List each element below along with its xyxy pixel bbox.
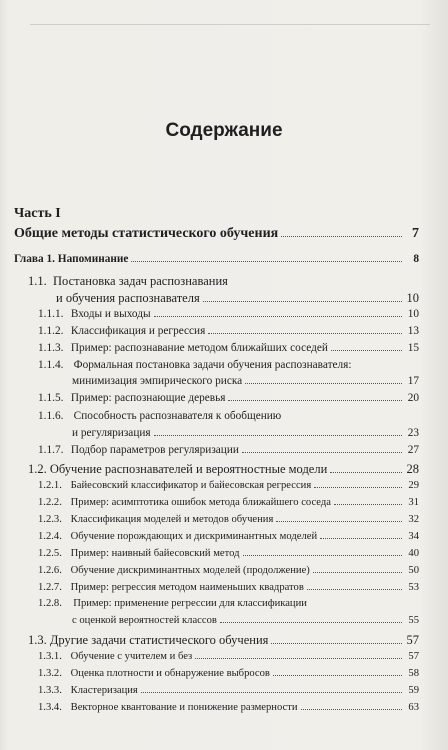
bleed-through-text xyxy=(258,80,438,122)
toc-subsection-row[interactable] xyxy=(38,410,281,422)
leader-dots xyxy=(208,333,402,334)
section-number: 1.2. xyxy=(28,462,47,476)
subsection-number: 1.1.6. xyxy=(38,410,64,422)
subsection-number: 1.1.4. xyxy=(38,359,64,371)
page-number: 15 xyxy=(407,342,419,354)
leader-dots xyxy=(228,400,402,401)
leader-dots xyxy=(276,521,402,522)
leader-dots xyxy=(203,301,402,302)
page-number: 23 xyxy=(407,427,419,439)
subsection-number: 1.3.3. xyxy=(38,685,62,696)
section-title: Постановка задач распознавания xyxy=(53,274,228,288)
page-number: 40 xyxy=(408,548,419,559)
leader-dots xyxy=(243,555,403,556)
page-title: Содержание xyxy=(165,120,283,141)
toc-subsection-row[interactable] xyxy=(38,325,419,337)
part-name: Общие методы статистического обучения xyxy=(14,226,279,241)
toc-section-row[interactable] xyxy=(28,633,419,648)
toc-part-row[interactable] xyxy=(14,226,419,242)
toc-section-row[interactable] xyxy=(28,462,419,477)
subsection-title: Классификация и регрессия xyxy=(70,325,206,337)
section-title-cont: и обучения распознавателя xyxy=(56,291,200,305)
toc-subsection-row[interactable] xyxy=(38,359,352,371)
subsection-title: Способность распознавателя к обобщению xyxy=(73,410,282,422)
page-number: 13 xyxy=(407,325,419,337)
subsection-title: Обучение дискриминантных моделей (продолжение) xyxy=(70,565,310,576)
leader-dots xyxy=(220,622,402,623)
page-number: 29 xyxy=(408,480,419,491)
toc-subsection-row[interactable] xyxy=(38,531,419,542)
subsection-number: 1.1.7. xyxy=(38,444,64,456)
leader-dots xyxy=(273,675,402,676)
toc-subsection-row[interactable] xyxy=(38,514,419,525)
leader-dots xyxy=(131,261,402,262)
toc-subsection-row[interactable] xyxy=(38,668,419,679)
subsection-number: 1.2.3. xyxy=(38,514,62,525)
chapter-label: Глава 1. xyxy=(14,253,55,265)
subsection-title: Пример: распознавание методом ближайших соседей xyxy=(70,342,328,354)
toc-chapter-row[interactable] xyxy=(14,253,419,265)
page-number: 59 xyxy=(408,685,419,696)
toc-subsection-row[interactable] xyxy=(38,342,419,354)
toc-subsection-row[interactable] xyxy=(38,308,419,320)
toc-subsection-row[interactable] xyxy=(38,565,419,576)
page-number: 63 xyxy=(408,702,419,713)
page-number: 34 xyxy=(408,531,419,542)
leader-dots xyxy=(313,572,402,573)
leader-dots xyxy=(334,504,402,505)
toc-subsection-row[interactable] xyxy=(38,497,419,508)
toc-subsection-row[interactable] xyxy=(38,444,419,456)
section-number: 1.3. xyxy=(28,633,47,647)
subsection-number: 1.2.4. xyxy=(38,531,62,542)
section-title: Другие задачи статистического обучения xyxy=(49,633,269,647)
subsection-number: 1.2.7. xyxy=(38,582,62,593)
toc-subsection-row-cont[interactable] xyxy=(72,427,419,439)
leader-dots xyxy=(141,692,402,693)
page-number: 57 xyxy=(406,633,419,647)
section-title: Обучение распознавателей и вероятностные модели xyxy=(49,462,328,476)
subsection-number: 1.2.5. xyxy=(38,548,62,559)
toc-subsection-row[interactable] xyxy=(38,548,419,559)
page-number: 27 xyxy=(407,444,419,456)
page-number: 55 xyxy=(408,615,419,626)
leader-dots xyxy=(331,350,402,351)
leader-dots xyxy=(320,538,402,539)
subsection-title: Формальная постановка задачи обучения распознавателя: xyxy=(73,359,352,371)
toc-subsection-row[interactable] xyxy=(38,480,419,491)
section-number: 1.1. xyxy=(28,274,47,288)
page-number: 57 xyxy=(408,651,419,662)
subsection-number: 1.2.1. xyxy=(38,480,62,491)
page-number: 28 xyxy=(406,462,419,476)
subsection-title: Пример: регрессия методом наименьших квадратов xyxy=(70,582,304,593)
page-number: 8 xyxy=(413,253,419,265)
page-number: 10 xyxy=(406,291,419,305)
leader-dots xyxy=(195,658,402,659)
leader-dots xyxy=(154,435,402,436)
subsection-number: 1.1.1. xyxy=(38,308,64,320)
subsection-number: 1.2.2. xyxy=(38,497,62,508)
toc-section-row-cont[interactable] xyxy=(56,291,419,306)
leader-dots xyxy=(301,709,402,710)
subsection-title-cont: минимизация эмпирического риска xyxy=(72,375,243,387)
part-label: Часть I xyxy=(14,206,61,221)
toc-subsection-row[interactable] xyxy=(38,582,419,593)
leader-dots xyxy=(314,487,402,488)
subsection-number: 1.1.5. xyxy=(38,392,64,404)
page-number: 58 xyxy=(408,668,419,679)
bleed-through-header xyxy=(30,8,430,25)
leader-dots xyxy=(242,452,402,453)
toc-subsection-row-cont[interactable] xyxy=(72,615,419,626)
leader-dots xyxy=(330,472,402,473)
page-number: 32 xyxy=(408,514,419,525)
subsection-number: 1.1.2. xyxy=(38,325,64,337)
toc-subsection-row-cont[interactable] xyxy=(72,375,419,387)
subsection-title: Пример: наивный байесовский метод xyxy=(70,548,240,559)
subsection-title: Обучение порождающих и дискриминантных моделей xyxy=(70,531,318,542)
page-number: 17 xyxy=(407,375,419,387)
leader-dots xyxy=(271,643,402,644)
page-number: 31 xyxy=(408,497,419,508)
toc-subsection-row[interactable] xyxy=(38,651,419,662)
subsection-title-cont: с оценкой вероятностей классов xyxy=(72,615,217,626)
page-number: 20 xyxy=(407,392,419,404)
page-number: 53 xyxy=(408,582,419,593)
page-number: 7 xyxy=(412,226,419,241)
subsection-title-cont: и регуляризация xyxy=(72,427,151,439)
page-number: 10 xyxy=(407,308,419,320)
subsection-title: Пример: распознающие деревья xyxy=(70,392,226,404)
subsection-title: Обучение с учителем и без xyxy=(70,651,193,662)
subsection-number: 1.3.2. xyxy=(38,668,62,679)
leader-dots xyxy=(154,316,402,317)
toc-subsection-row[interactable] xyxy=(38,598,307,609)
subsection-number: 1.3.1. xyxy=(38,651,62,662)
toc-subsection-row[interactable] xyxy=(38,702,419,713)
page-number: 50 xyxy=(408,565,419,576)
toc-subsection-row[interactable] xyxy=(38,685,419,696)
toc-section-row[interactable] xyxy=(28,274,228,289)
subsection-title: Подбор параметров регуляризации xyxy=(70,444,239,456)
subsection-number: 1.2.6. xyxy=(38,565,62,576)
subsection-title: Векторное квантование и понижение размерности xyxy=(70,702,298,713)
leader-dots xyxy=(245,383,402,384)
subsection-title: Входы и выходы xyxy=(70,308,151,320)
subsection-title: Байесовский классификатор и байесовская регрессия xyxy=(70,480,312,491)
subsection-title: Оценка плотности и обнаружение выбросов xyxy=(70,668,270,679)
leader-dots xyxy=(307,589,402,590)
subsection-title: Пример: применение регрессии для классификации xyxy=(73,598,307,609)
subsection-title: Кластеризация xyxy=(70,685,138,696)
subsection-title: Пример: асимптотика ошибок метода ближайшего соседа xyxy=(70,497,331,508)
subsection-number: 1.2.8. xyxy=(38,598,62,609)
subsection-number: 1.1.3. xyxy=(38,342,64,354)
chapter-name: Напоминание xyxy=(57,253,129,265)
toc-subsection-row[interactable] xyxy=(38,392,419,404)
leader-dots xyxy=(281,236,402,237)
subsection-title: Классификация моделей и методов обучения xyxy=(70,514,274,525)
subsection-number: 1.3.4. xyxy=(38,702,62,713)
